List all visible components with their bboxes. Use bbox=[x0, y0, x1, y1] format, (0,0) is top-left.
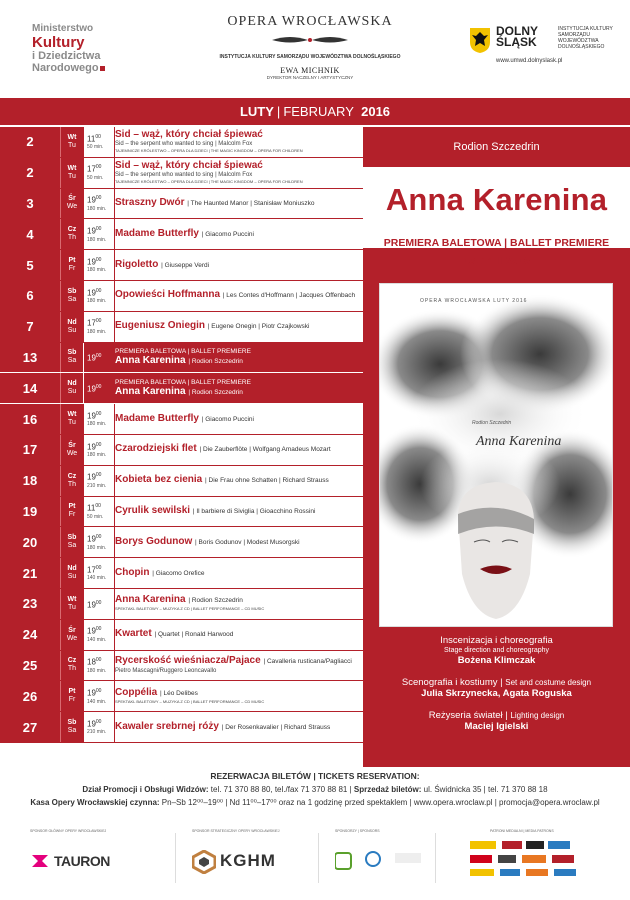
feature-composer: Rodion Szczedrin bbox=[363, 127, 630, 168]
tauron-name: TAURON bbox=[54, 853, 110, 869]
event-info bbox=[115, 589, 361, 619]
event-time: $19^{00}$ 180 min. bbox=[83, 189, 115, 219]
event-title: Czarodziejski flet | Die Zauberflöte | Wolfgang Amadeus Mozart bbox=[115, 443, 331, 455]
ministry-line-2: Kultury bbox=[32, 34, 85, 51]
event-time: $19^{00}$ bbox=[83, 373, 115, 403]
schedule-row[interactable] bbox=[0, 712, 363, 743]
month-bar bbox=[0, 98, 630, 125]
event-info bbox=[115, 189, 361, 219]
event-title: Coppélia | Léo Delibes bbox=[115, 686, 198, 698]
weekday: Nd Su bbox=[60, 558, 83, 588]
opera-name: OPERA WROCŁAWSKA bbox=[227, 14, 393, 29]
event-time: $19^{00}$ 180 min. bbox=[83, 527, 115, 557]
feature-panel bbox=[363, 127, 630, 767]
event-time: $19^{00}$ 180 min. bbox=[83, 250, 115, 280]
schedule-row[interactable] bbox=[0, 281, 363, 312]
schedule-row[interactable] bbox=[0, 589, 363, 620]
event-info bbox=[115, 681, 361, 711]
day-number: 7 bbox=[0, 312, 60, 342]
weekday: Cz Th bbox=[60, 466, 83, 496]
day-number: 17 bbox=[0, 435, 60, 465]
schedule-row[interactable] bbox=[0, 189, 363, 220]
event-detail: Giacomo Puccini bbox=[205, 415, 254, 423]
weekday: Sb Sa bbox=[60, 343, 83, 373]
event-time: $19^{00}$ 210 min. bbox=[83, 712, 115, 742]
weekday: Śr We bbox=[60, 620, 83, 650]
event-info bbox=[115, 281, 361, 311]
schedule-row[interactable] bbox=[0, 497, 363, 528]
director-role: DYREKTOR NACZELNY I ARTYSTYCZNY bbox=[266, 75, 354, 80]
month-pl: LUTY bbox=[239, 104, 274, 119]
day-number: 26 bbox=[0, 681, 60, 711]
credit-role: Scenografia i kostiumy | Set and costume design bbox=[401, 677, 592, 688]
event-info bbox=[115, 466, 361, 496]
institution-text: INSTYTUCJA KULTURY SAMORZĄDU WOJEWÓDZTWA DOLNOŚLĄSKIEGO bbox=[219, 54, 401, 60]
weekday: Sb Sa bbox=[60, 281, 83, 311]
schedule-row[interactable] bbox=[0, 527, 363, 558]
day-number: 24 bbox=[0, 620, 60, 650]
poster-author: Rodion Szczedrin bbox=[472, 420, 512, 426]
ministry-line-1: Ministerstwo bbox=[32, 23, 94, 34]
schedule-row[interactable] bbox=[0, 620, 363, 651]
media-logos-icon bbox=[470, 839, 605, 883]
event-title: Sid – wąż, który chciał śpiewać bbox=[115, 128, 263, 140]
event-info bbox=[115, 435, 361, 465]
event-subtitle: Sid – the serpent who wanted to sing | Malcolm Fox bbox=[115, 140, 253, 147]
event-detail: Boris Godunov | Modest Musorgski bbox=[198, 538, 300, 546]
feature-premiere: PREMIERA BALETOWA | BALLET PREMIERE bbox=[383, 237, 610, 249]
kghm-name: KGHM bbox=[220, 851, 276, 870]
day-number: 25 bbox=[0, 651, 60, 681]
header bbox=[0, 0, 630, 96]
weekday: Wt Tu bbox=[60, 127, 83, 157]
reservation-line-1: Dział Promocji i Obsługi Widzów: tel. 71 370 88 80, tel./fax 71 370 88 81 | Sprzedaż biletów: ul. Świdnicka 35 | tel. 71 370 88 18 bbox=[82, 785, 548, 794]
day-number: 23 bbox=[0, 589, 60, 619]
event-detail: Die Zauberflöte | Wolfgang Amadeus Mozart bbox=[202, 446, 331, 454]
event-subtitle: Pietro Mascagni/Ruggero Leoncavallo bbox=[115, 667, 217, 674]
sponsors bbox=[0, 823, 630, 900]
weekday: Cz Th bbox=[60, 651, 83, 681]
event-title: Straszny Dwór | The Haunted Manor | Stanisław Moniuszko bbox=[115, 196, 315, 208]
month-sep: | bbox=[276, 104, 281, 119]
event-title: Madame Butterfly | Giacomo Puccini bbox=[115, 227, 254, 239]
kghm-logo bbox=[192, 850, 276, 879]
event-title: Anna Karenina | Rodion Szczedrin bbox=[115, 354, 243, 366]
event-time: $19^{00}$ bbox=[83, 589, 115, 619]
reservation-info bbox=[0, 770, 630, 809]
ds-url: www.umwd.dolnyslask.pl bbox=[496, 58, 563, 64]
sponsor-caption: PATRONI MEDIALNI | MEDIA PATRONS bbox=[490, 829, 554, 833]
event-detail: Eugene Onegin | Piotr Czajkowski bbox=[211, 323, 310, 331]
ministry-logo bbox=[32, 22, 105, 74]
smoke-face-illustration bbox=[380, 284, 612, 626]
divider bbox=[318, 833, 319, 883]
schedule-row[interactable] bbox=[0, 435, 363, 466]
day-number: 6 bbox=[0, 281, 60, 311]
feature-dates: 13, 14 II 2016 bbox=[462, 255, 531, 267]
schedule-row[interactable] bbox=[0, 373, 363, 404]
event-detail: Léo Delibes bbox=[163, 689, 198, 697]
event-time: $17^{00}$ 180 min. bbox=[83, 312, 115, 342]
weekday: Wt Tu bbox=[60, 158, 83, 188]
event-info bbox=[115, 127, 361, 157]
ornament-icon bbox=[270, 33, 350, 47]
event-title: Kwartet | Quartet | Ronald Harwood bbox=[115, 628, 234, 640]
schedule-row[interactable] bbox=[0, 651, 363, 682]
credit-role: Reżyseria świateł | Lighting design bbox=[428, 710, 565, 721]
weekday: Cz Th bbox=[60, 219, 83, 249]
event-title: Chopin | Giacomo Orefice bbox=[115, 566, 205, 578]
month-year: 2016 bbox=[361, 104, 391, 119]
event-detail: Rodion Szczedrin bbox=[191, 597, 243, 605]
weekday: Pt Fr bbox=[60, 681, 83, 711]
schedule-row[interactable] bbox=[0, 558, 363, 589]
month-en: FEBRUARY bbox=[283, 104, 354, 119]
weekday: Pt Fr bbox=[60, 250, 83, 280]
event-subtitle-2: SPEKTAKL BALETOWY – MUZYKA Z CD | BALLET PERFORMANCE – CD MUSIC bbox=[115, 698, 265, 704]
schedule-row[interactable] bbox=[0, 219, 363, 250]
weekday: Pt Fr bbox=[60, 497, 83, 527]
weekday: Wt Tu bbox=[60, 404, 83, 434]
day-number: 14 bbox=[0, 373, 60, 403]
event-title: Rycerskość wieśniacza/Pajace | Cavalleria rusticana/Pagliacci bbox=[115, 654, 352, 666]
day-number: 13 bbox=[0, 343, 60, 373]
event-time: $17^{00}$ 50 min. bbox=[83, 158, 115, 188]
sponsor-logos-icon bbox=[335, 845, 425, 879]
event-time: $19^{00}$ 180 min. bbox=[83, 219, 115, 249]
event-info bbox=[115, 651, 361, 681]
ds-desc: INSTYTUCJA KULTURY SAMORZĄDU WOJEWÓDZTWA DOLNOŚLĄSKIEGO bbox=[558, 26, 613, 50]
schedule-row[interactable] bbox=[0, 343, 363, 374]
event-title: Anna Karenina | Rodion Szczedrin bbox=[115, 594, 243, 606]
event-info bbox=[115, 158, 361, 188]
sponsor-caption: SPONSORZY | SPONSORS bbox=[335, 829, 380, 833]
event-info bbox=[115, 558, 361, 588]
event-time: $11^{00}$ 50 min. bbox=[83, 497, 115, 527]
credit-names: Julia Skrzynecka, Agata Roguska bbox=[421, 688, 572, 699]
event-title: Rigoletto | Giuseppe Verdi bbox=[115, 258, 210, 270]
ministry-dot-icon bbox=[100, 66, 105, 71]
event-time: $19^{00}$ 180 min. bbox=[83, 404, 115, 434]
event-title: Madame Butterfly | Giacomo Puccini bbox=[115, 412, 254, 424]
ds-name: DOLNY ŚLĄSK bbox=[496, 24, 538, 49]
event-subtitle-2: TAJEMNICZE KRÓLESTWO – OPERA DLA DZIECI | THE MAGIC KINGDOM – OPERA FOR CHILDREN bbox=[115, 178, 303, 184]
director-name: EWA MICHNIK bbox=[280, 66, 340, 75]
credit-names: Bożena Klimczak bbox=[457, 655, 536, 666]
tauron-logo bbox=[30, 851, 132, 871]
day-number: 21 bbox=[0, 558, 60, 588]
day-number: 27 bbox=[0, 712, 60, 742]
event-title: Eugeniusz Oniegin | Eugene Onegin | Piotr Czajkowski bbox=[115, 320, 310, 332]
divider bbox=[175, 833, 176, 883]
day-number: 18 bbox=[0, 466, 60, 496]
event-detail: Rodion Szczedrin bbox=[191, 357, 243, 365]
premiere-label: PREMIERA BALETOWA | BALLET PREMIERE bbox=[115, 347, 251, 355]
weekday: Śr We bbox=[60, 189, 83, 219]
day-number: 4 bbox=[0, 219, 60, 249]
event-title: Kawaler srebrnej róży | Der Rosenkavalier | Richard Strauss bbox=[115, 720, 331, 732]
schedule-row[interactable] bbox=[0, 312, 363, 343]
event-detail: Giacomo Puccini bbox=[205, 230, 254, 238]
schedule-row[interactable] bbox=[0, 127, 363, 158]
day-number: 19 bbox=[0, 497, 60, 527]
event-detail: Quartet | Ronald Harwood bbox=[157, 631, 234, 639]
reservation-heading: REZERWACJA BILETÓW | TICKETS RESERVATION: bbox=[210, 771, 420, 781]
event-title: Borys Godunow | Boris Godunov | Modest Musorgski bbox=[115, 535, 300, 547]
event-time: $17^{00}$ 140 min. bbox=[83, 558, 115, 588]
weekday: Sb Sa bbox=[60, 527, 83, 557]
event-time: $19^{00}$ 210 min. bbox=[83, 466, 115, 496]
event-info bbox=[115, 250, 361, 280]
poster-title: Anna Karenina bbox=[476, 434, 562, 449]
schedule-table bbox=[0, 127, 363, 743]
weekday: Nd Su bbox=[60, 373, 83, 403]
schedule-row[interactable] bbox=[0, 404, 363, 435]
opera-logo bbox=[170, 14, 450, 80]
eagle-crest-icon bbox=[468, 26, 492, 54]
event-detail: Giacomo Orefice bbox=[155, 569, 205, 577]
event-info bbox=[115, 527, 361, 557]
weekday: Nd Su bbox=[60, 312, 83, 342]
event-detail: Rodion Szczedrin bbox=[191, 388, 243, 396]
weekday: Śr We bbox=[60, 435, 83, 465]
reservation-line-2: Kasa Opery Wrocławskiej czynna: Pn–Sb 12⁰⁰–19⁰⁰ | Nd 11⁰⁰–17⁰⁰ oraz na 1 godzinę przed spektaklem | www.opera.wroclaw.pl | promocja@opera.wroclaw.pl bbox=[30, 798, 600, 807]
weekday: Wt Tu bbox=[60, 589, 83, 619]
event-time: $19^{00}$ 140 min. bbox=[83, 681, 115, 711]
event-detail: Giuseppe Verdi bbox=[164, 261, 210, 269]
event-time: $19^{00}$ bbox=[83, 343, 115, 373]
tauron-icon bbox=[30, 851, 50, 871]
credit-role-en: Stage direction and choreography bbox=[443, 647, 550, 654]
feature-title: Anna Karenina bbox=[385, 182, 608, 217]
event-title: Opowieści Hoffmanna | Les Contes d'Hoffmann | Jacques Offenbach bbox=[115, 289, 356, 301]
day-number: 20 bbox=[0, 527, 60, 557]
schedule-row[interactable] bbox=[0, 158, 363, 189]
event-info bbox=[115, 497, 361, 527]
day-number: 2 bbox=[0, 127, 60, 157]
event-time: $11^{00}$ 50 min. bbox=[83, 127, 115, 157]
event-detail: Cavalleria rusticana/Pagliacci bbox=[266, 657, 352, 665]
event-subtitle-2: SPEKTAKL BALETOWY – MUZYKA Z CD | BALLET PERFORMANCE – CD MUSIC bbox=[115, 606, 265, 612]
sponsor-caption: SPONSOR STRATEGICZNY OPERY WROCŁAWSKIEJ bbox=[192, 829, 280, 833]
poster-image bbox=[379, 283, 613, 627]
event-title: Anna Karenina | Rodion Szczedrin bbox=[115, 385, 243, 397]
event-detail: The Haunted Manor | Stanisław Moniuszko bbox=[190, 199, 315, 207]
event-info bbox=[111, 343, 363, 373]
event-info bbox=[115, 312, 361, 342]
event-info bbox=[115, 404, 361, 434]
ministry-line-3: i Dziedzictwa bbox=[32, 50, 101, 62]
event-detail: Der Rosenkavalier | Richard Strauss bbox=[225, 723, 331, 731]
event-time: $19^{00}$ 140 min. bbox=[83, 620, 115, 650]
event-time: $19^{00}$ 180 min. bbox=[83, 281, 115, 311]
credits bbox=[363, 635, 630, 743]
weekday: Sb Sa bbox=[60, 712, 83, 742]
day-number: 5 bbox=[0, 250, 60, 280]
kghm-icon bbox=[192, 850, 216, 874]
event-detail: Il barbiere di Siviglia | Gioacchino Rossini bbox=[196, 507, 316, 515]
event-title: Cyrulik sewilski | Il barbiere di Siviglia | Gioacchino Rossini bbox=[115, 504, 316, 516]
premiere-label: PREMIERA BALETOWA | BALLET PREMIERE bbox=[115, 378, 251, 386]
event-title: Sid – wąż, który chciał śpiewać bbox=[115, 159, 263, 171]
credit-names: Maciej Igielski bbox=[464, 721, 529, 732]
schedule-row[interactable] bbox=[0, 681, 363, 712]
event-info bbox=[111, 373, 363, 403]
divider bbox=[435, 833, 436, 883]
event-title: Kobieta bez cienia | Die Frau ohne Schatten | Richard Strauss bbox=[115, 474, 329, 486]
event-detail: Die Frau ohne Schatten | Richard Strauss bbox=[208, 477, 329, 485]
event-time: $19^{00}$ 180 min. bbox=[83, 435, 115, 465]
event-info bbox=[115, 620, 361, 650]
event-info bbox=[115, 219, 361, 249]
event-detail: Les Contes d'Hoffmann | Jacques Offenbach bbox=[226, 292, 356, 300]
event-info bbox=[115, 712, 361, 742]
day-number: 3 bbox=[0, 189, 60, 219]
schedule-row[interactable] bbox=[0, 250, 363, 281]
event-subtitle: Sid – the serpent who wanted to sing | Malcolm Fox bbox=[115, 171, 253, 178]
event-subtitle-2: TAJEMNICZE KRÓLESTWO – OPERA DLA DZIECI | THE MAGIC KINGDOM – OPERA FOR CHILDREN bbox=[115, 147, 303, 153]
schedule-row[interactable] bbox=[0, 466, 363, 497]
day-number: 2 bbox=[0, 158, 60, 188]
credit-role: Inscenizacja i choreografia bbox=[440, 635, 553, 646]
poster-top-text: OPERA WROCŁAWSKA LUTY 2016 bbox=[420, 298, 528, 304]
sponsor-caption: SPONSOR GŁÓWNY OPERY WROCŁAWSKIEJ bbox=[30, 829, 107, 833]
day-number: 16 bbox=[0, 404, 60, 434]
ministry-line-4: Narodowego bbox=[32, 62, 105, 74]
event-time: $18^{00}$ 180 min. bbox=[83, 651, 115, 681]
